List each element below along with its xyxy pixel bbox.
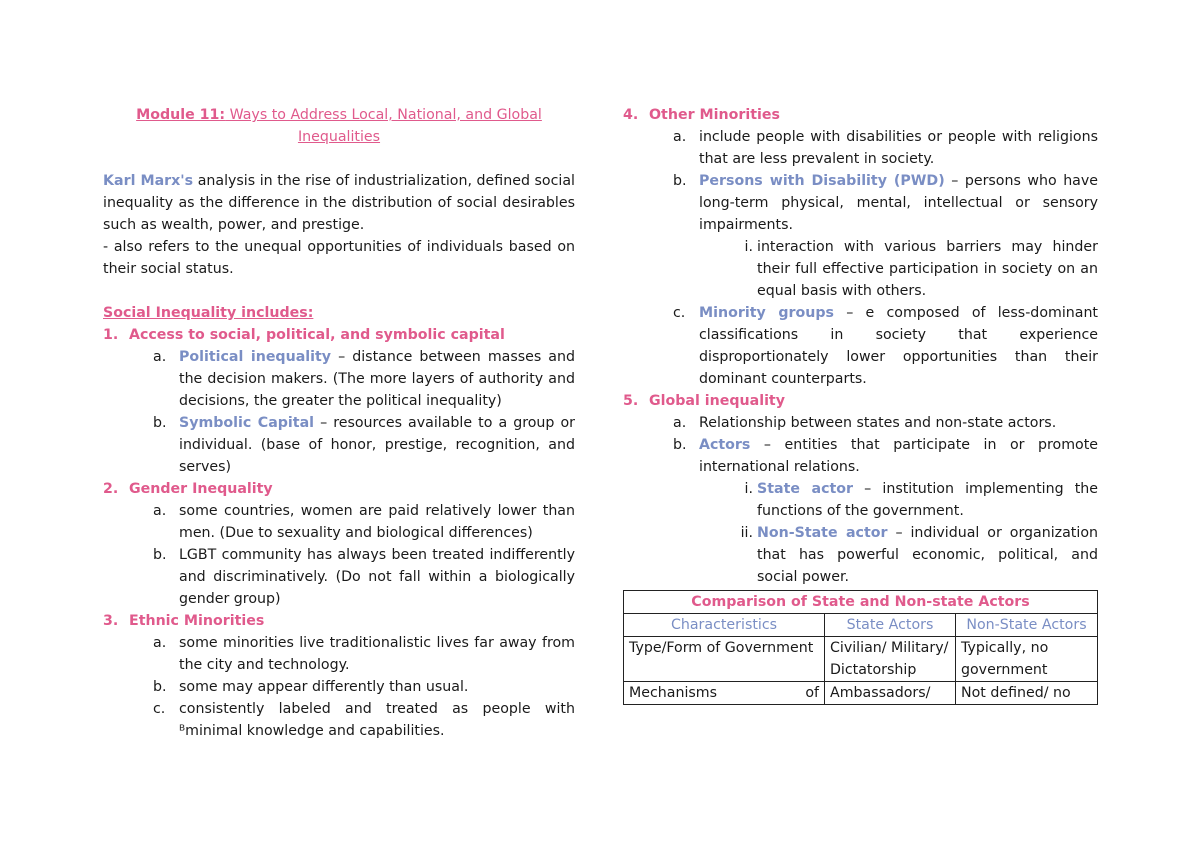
module-title: Ways to Address Local, National, and Global Inequalities [225,107,542,145]
list-item: i. interaction with various barriers may hinder their full effective participation in society on an equal basis with others. [744,239,1098,299]
item-heading: Other Minorities [649,107,780,123]
table-row [624,637,1098,682]
list-item: b. Symbolic Capital – resources available to a group or individual. (base of honor, prestige, recognition, and serves) [153,415,576,475]
list-item: i. State actor – institution implementing the functions of the government. [744,481,1098,519]
item-heading: Access to social, political, and symbolic capital [129,327,505,343]
table-cell: Mechanisms of [624,682,825,705]
table-title: Comparison of State and Non-state Actors [624,591,1098,614]
list-item: 3. Ethnic Minorities [103,610,575,632]
intro-name: Karl Marx's [103,173,194,189]
list-item: ii. Non-State actor – individual or organization that has powerful economic, political, and social power. [740,525,1098,585]
list-item: a. some countries, women are paid relatively lower than men. (Due to sexuality and biological differences) [153,503,575,541]
item-heading: Ethnic Minorities [129,613,265,629]
table-cell: Civilian/ Military/ Dictatorship [825,637,956,682]
list-item: c. consistently labeled and treated as people with ᴮminimal knowledge and capabilities. [153,701,575,739]
list-item: b. LGBT community has always been treated indifferently and discriminatively. (Do not fall within a biologically gender group) [153,547,575,607]
intro-paragraph [103,170,575,236]
list-item: b. Actors – entities that participate in or promote international relations. [673,437,1098,475]
table-row [624,682,1098,705]
table-header-row [624,614,1098,637]
includes-heading: Social Inequality includes: [103,305,314,321]
right-column [623,104,1098,705]
left-column [103,104,575,742]
item-heading: Global inequality [649,393,785,409]
list-item: 2. Gender Inequality [103,478,575,500]
list-item: a. some minorities live traditionalistic lives far away from the city and technology. [153,635,575,673]
list-item: a. Political inequality – distance between masses and the decision makers. (The more layers of authority and decisions, the greater the political inequality) [153,349,575,409]
table-cell: Ambassadors/ [825,682,956,705]
table-cell: Typically, no government [956,637,1098,682]
module-number: Module 11: [136,107,226,123]
table-header: State Actors [825,614,956,637]
list-item: b. Persons with Disability (PWD) – persons who have long-term physical, mental, intellectual or sensory impairments. [673,173,1098,233]
list-item: b. some may appear differently than usual. [153,679,469,695]
intro-text: analysis in the rise of industrialization, defined social inequality as the difference in the distribution of social desirables such as wealth, power, and prestige. [103,173,575,233]
list-item: 1. Access to social, political, and symbolic capital [103,324,575,346]
table-header: Characteristics [624,614,825,637]
table-header: Non-State Actors [956,614,1098,637]
intro-paragraph-2: - also refers to the unequal opportunities of individuals based on their social status. [103,239,575,277]
list-item: 5. Global inequality [623,390,1098,412]
page-title [103,104,575,148]
table-cell: Not defined/ no [956,682,1098,705]
list-item: c. Minority groups – e composed of less-dominant classifications in society that experience disproportionately lower opportunities than their dominant counterparts. [673,305,1098,387]
item-heading: Gender Inequality [129,481,273,497]
list-item: a. Relationship between states and non-state actors. [673,415,1057,431]
table-cell: Type/Form of Government [624,637,825,682]
comparison-table [623,590,1098,705]
list-item: a. include people with disabilities or people with religions that are less prevalent in society. [673,129,1098,167]
list-item: 4. Other Minorities [623,104,1098,126]
